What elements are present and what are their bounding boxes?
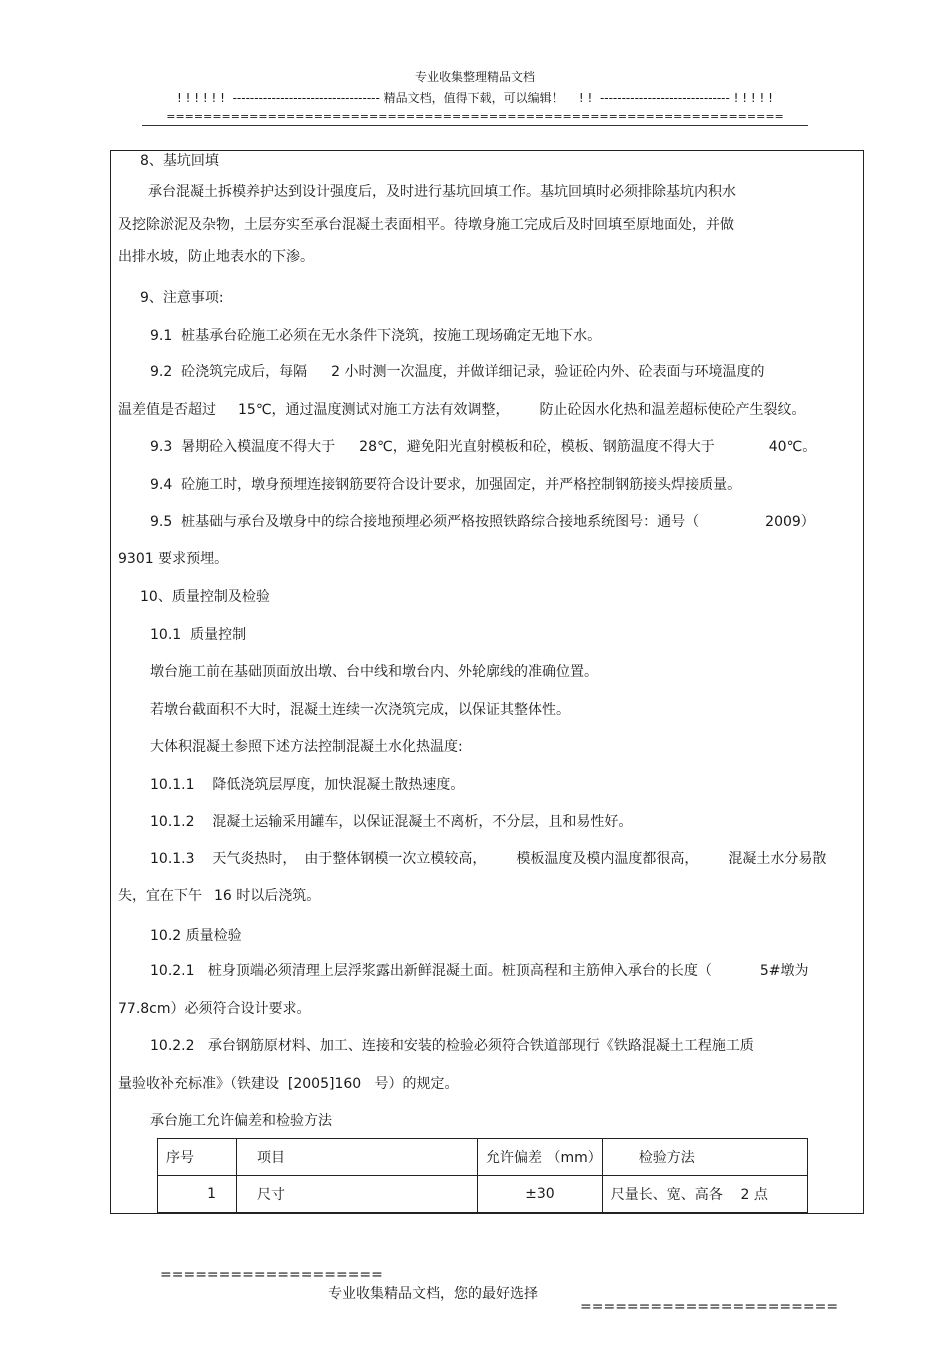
text-run: 28℃，避免阳光直射模板和砼，模板、钢筋温度不得大于: [359, 439, 715, 455]
text-run: 5#墩为: [759, 963, 809, 979]
text-run: 9.5 桩基础与承台及墩身中的综合接地预埋必须严格按照铁路综合接地系统图号：通号（: [150, 514, 700, 530]
footer-text: 专业收集精品文档，您的最好选择: [328, 1286, 538, 1302]
text-run: 10.2.1 桩身顶端必须清理上层浮浆露出新鲜混凝土面。桩顶高程和主筋伸入承台的长度（: [150, 963, 712, 979]
text-run: 由于整体钢模一次立模较高，: [304, 851, 487, 867]
paragraph-line: 10.2.2 承台钢筋原材料、加工、连接和安装的检验必须符合铁道部现行《铁路混凝土工程施工质: [150, 1038, 754, 1054]
footer-left-rule: ===================: [160, 1267, 383, 1283]
paragraph-line: 大体积混凝土参照下述方法控制混凝土水化热温度:: [150, 739, 463, 755]
text-run: 混凝土水分易散: [728, 851, 827, 867]
paragraph-line: [118, 887, 320, 905]
text-run: 温差值是否超过: [118, 402, 216, 418]
paragraph-line: [150, 962, 809, 980]
text-run: 2009）: [765, 514, 815, 530]
paragraph-line: 9301 要求预埋。: [118, 551, 229, 567]
table-header-cell: 检验方法: [602, 1139, 807, 1176]
table-row: [158, 1176, 808, 1213]
table-cell: ±30: [478, 1176, 603, 1213]
text-run: 15℃，通过温度测试对施工方法有效调整，: [238, 402, 510, 418]
text-run: 防止砼因水化热和温差超标使砼产生裂纹。: [539, 402, 806, 418]
paragraph-line: 承台混凝土拆模养护达到设计强度后，及时进行基坑回填工作。基坑回填时必须排除基坑内积水: [148, 184, 736, 200]
paragraph-line: 墩台施工前在基础顶面放出墩、台中线和墩台内、外轮廓线的准确位置。: [150, 664, 598, 680]
header-equals-line: ===================================================================: [166, 110, 784, 123]
paragraph-line: 出排水坡，防止地表水的下渗。: [118, 249, 314, 265]
text-run: 9.3 暑期砼入模温度不得大于: [150, 439, 336, 455]
paragraph-line: [118, 401, 806, 419]
header-notice: ! ! ! ! ! ! ---------------------------------- 精品文档，值得下载，可以编辑！ ! ! ------------------------------ ! ! ! ! !: [177, 91, 773, 105]
text-run: 失，宜在下午: [118, 888, 202, 904]
paragraph-line: 9.4 砼施工时，墩身预埋连接钢筋要符合设计要求，加强固定，并严格控制钢筋接头焊接质量。: [150, 477, 742, 493]
text-run: 2 小时测一次温度，并做详细记录，验证砼内外、砼表面与环境温度的: [331, 364, 765, 380]
paragraph-line: 10.1.2 混凝土运输采用罐车，以保证混凝土不离析，不分层，且和易性好。: [150, 814, 633, 830]
paragraph-line: 量验收补充标准》（铁建设 [2005]160 号）的规定。: [118, 1076, 459, 1092]
paragraph-line: 10.1.1 降低浇筑层厚度，加快混凝土散热速度。: [150, 777, 465, 793]
text-run: 40℃。: [768, 439, 817, 455]
paragraph-line: [150, 363, 765, 381]
tolerance-table: [157, 1138, 808, 1213]
paragraph-line: 77.8cm）必须符合设计要求。: [118, 1001, 311, 1017]
paragraph-line: [150, 850, 826, 868]
table-header-cell: 允许偏差 （mm）: [478, 1139, 603, 1176]
footer-right-rule: ======================: [580, 1299, 839, 1315]
paragraph-line: [150, 513, 815, 531]
table-header-row: [158, 1139, 808, 1176]
subheading-quality-control: 10.1 质量控制: [150, 627, 247, 643]
header-rule: [142, 125, 808, 126]
text-run: 模板温度及模内温度都很高，: [516, 851, 699, 867]
header-title: 专业收集整理精品文档: [414, 70, 535, 84]
table-caption: 承台施工允许偏差和检验方法: [150, 1113, 332, 1129]
table-header-cell: 序号: [158, 1139, 237, 1176]
table-cell: 尺量长、宽、高各 2 点: [602, 1176, 807, 1213]
paragraph-line: [150, 438, 816, 456]
paragraph-line: 若墩台截面积不大时，混凝土连续一次浇筑完成，以保证其整体性。: [150, 702, 570, 718]
text-run: 9.2 砼浇筑完成后，每隔: [150, 364, 308, 380]
section-heading-notes: 9、注意事项:: [140, 290, 224, 306]
table-cell: 尺寸: [237, 1176, 478, 1213]
text-run: 10.1.3 天气炎热时，: [150, 851, 297, 867]
footer: [0, 1251, 950, 1315]
paragraph-line: 及挖除淤泥及杂物，土层夯实至承台混凝土表面相平。待墩身施工完成后及时回填至原地面处，并做: [118, 217, 734, 233]
paragraph-line: 9.1 桩基承台砼施工必须在无水条件下浇筑，按施工现场确定无地下水。: [150, 328, 602, 344]
subheading-quality-inspection: 10.2 质量检验: [150, 928, 242, 944]
text-run: 16 时以后浇筑。: [214, 888, 321, 904]
table-header-cell: 项目: [237, 1139, 478, 1176]
section-heading-backfill: 8、基坑回填: [140, 153, 219, 169]
section-heading-quality: 10、质量控制及检验: [140, 589, 270, 605]
table-cell: 1: [158, 1176, 237, 1213]
